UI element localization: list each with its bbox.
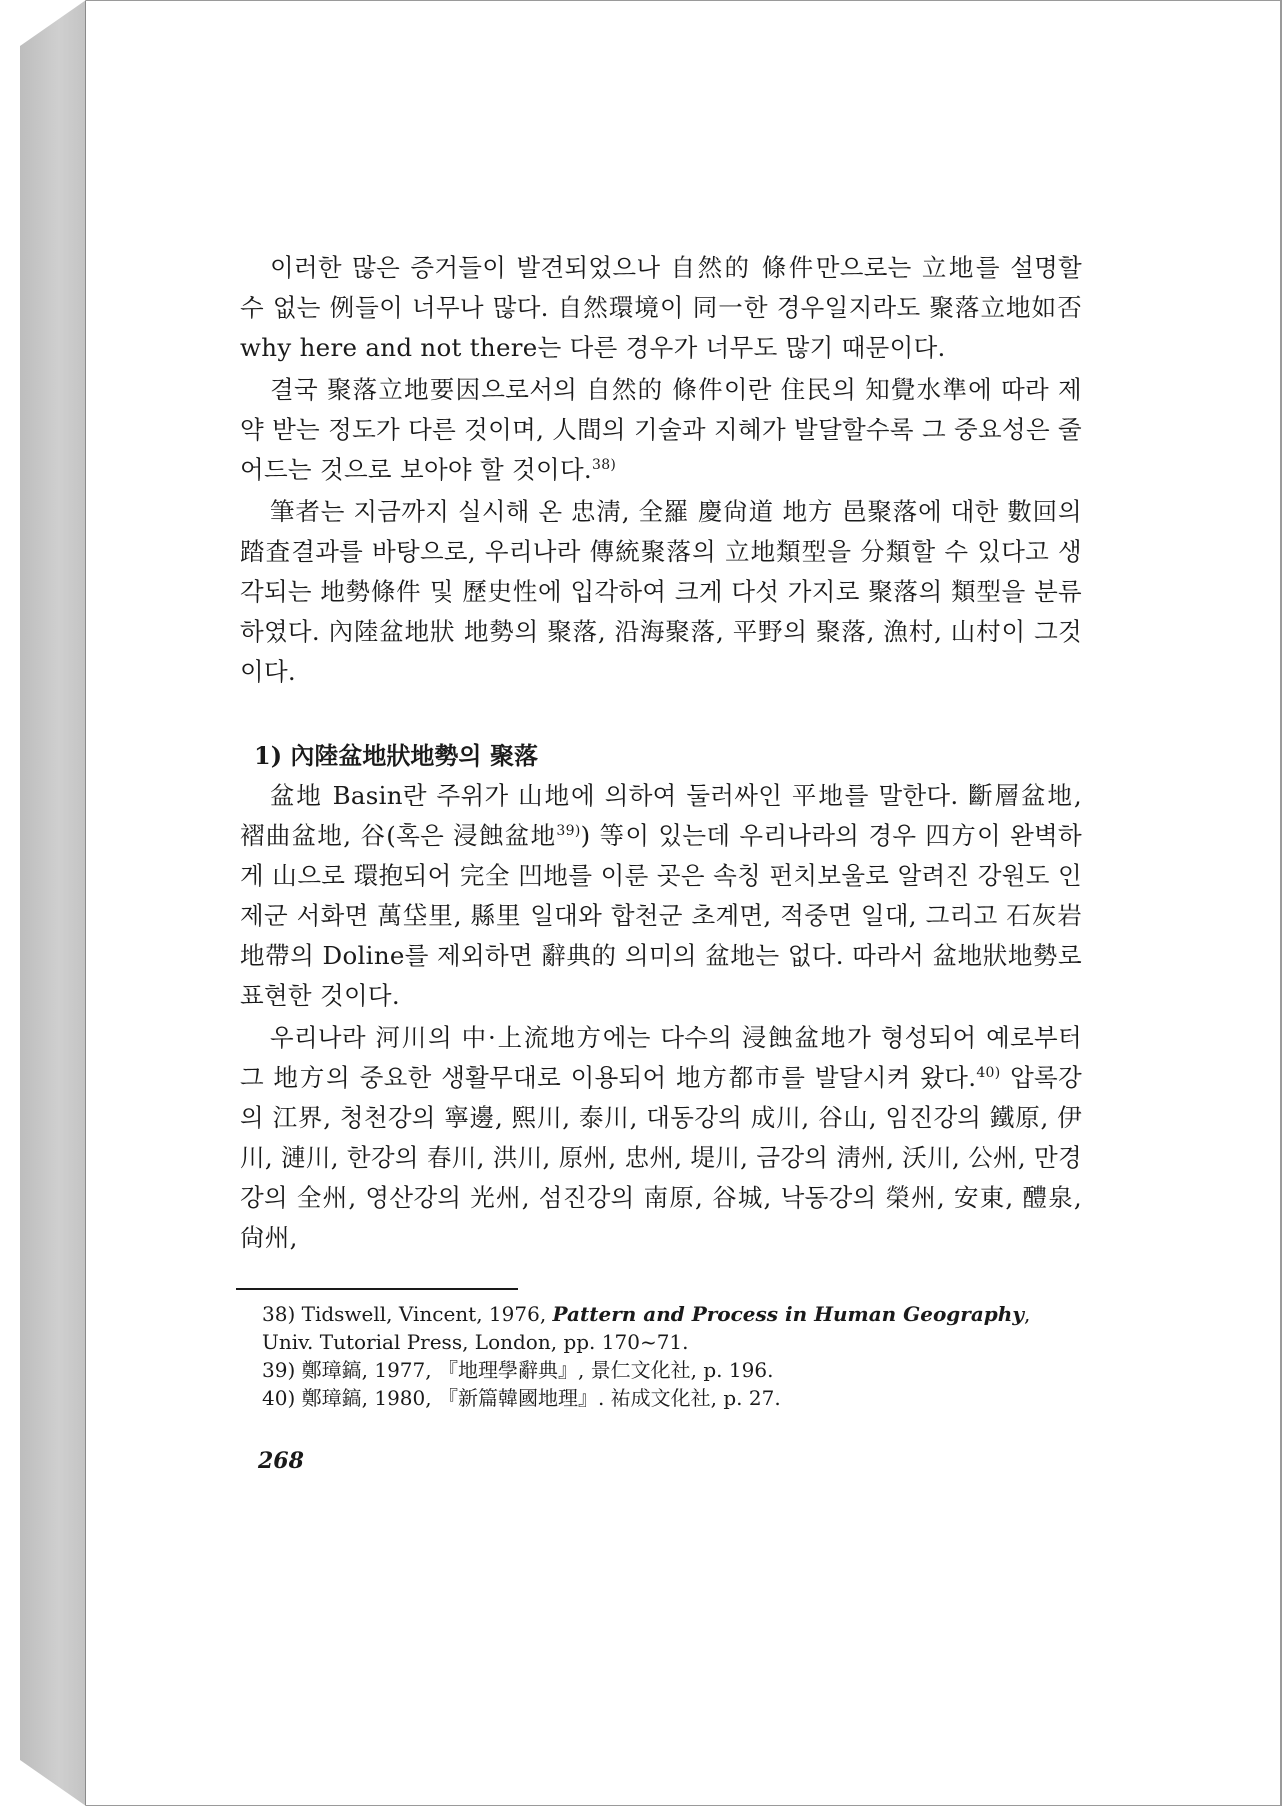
footnote-38-title: Pattern and Process in Human Geography: [552, 1302, 1024, 1326]
paragraph-1: 이러한 많은 증거들이 발견되었으나 自然的 條件만으로는 立地를 설명할 수 없는 例들이 너무나 많다. 自然環境이 同一한 경우일지라도 聚落立地如否 why here and not there는 다른 경우가 너무도 많기 때문이다.: [240, 253, 1082, 362]
book-spine: [20, 0, 86, 1806]
footnote-39: 39) 鄭璋鎬, 1977, 『地理學辭典』, 景仁文化社, p. 196.: [262, 1358, 774, 1382]
footnote-ref-38: 38): [592, 456, 617, 473]
section-paragraph-1: 盆地 Basin란 주위가 山地에 의하여 둘러싸인 平地를 말한다. 斷層盆地, 褶曲盆地, 谷(혹은 浸蝕盆地$^{39)}$) 等이 있는데 우리나라의 경우 四方이 완벽하게 山으로 環抱되어 完全 凹地를 이룬 곳은 속칭 펀치보울로 알려진 강원도 인제군 서화면 萬垈里, 縣里 일대와 합천군 초계면, 적중면 일대, 그리고 石灰岩地帶의 Doline를 제외하면 辭典的 의미의 盆地는 없다. 따라서 盆地狀地勢로 표현한 것이다.: [240, 781, 1082, 1010]
footnote-ref-40: 40): [976, 1064, 1001, 1081]
footnote-40: 40) 鄭璋鎬, 1980, 『新篇韓國地理』. 祐成文化社, p. 27.: [262, 1386, 781, 1410]
page-number: 268: [258, 1448, 304, 1474]
footnote-38: 38) Tidswell, Vincent, 1976, Pattern and Process in Human Geography, Univ. Tutorial Press, London, pp. 170~71.: [262, 1302, 1031, 1354]
paragraph-3: 筆者는 지금까지 실시해 온 忠淸, 全羅 慶尙道 地方 邑聚落에 대한 數回의 踏査결과를 바탕으로, 우리나라 傳統聚落의 立地類型을 分類할 수 있다고 생각되는 地勢條件 및 歷史性에 입각하여 크게 다섯 가지로 聚落의 類型을 분류하였다. 內陸盆地狀 地勢의 聚落, 沿海聚落, 平野의 聚落, 漁村, 山村이 그것이다.: [240, 497, 1082, 686]
section-spacer: [240, 694, 1082, 736]
page-content: [240, 248, 1082, 1474]
footnote-ref-39: 39): [556, 822, 581, 839]
paragraph-2: 결국 聚落立地要因으로서의 自然的 條件이란 住民의 知覺水準에 따라 제약 받는 정도가 다른 것이며, 人間의 기술과 지혜가 발달할수록 그 중요성은 줄어드는 것으로 보아야 할 것이다.$^{38)}$: [240, 375, 1082, 484]
section-paragraph-2: 우리나라 河川의 中·上流地方에는 다수의 浸蝕盆地가 형성되어 예로부터 그 地方의 중요한 생활무대로 이용되어 地方都市를 발달시켜 왔다.$^{40)}$ 압록강의 江界, 청천강의 寧邊, 熙川, 泰川, 대동강의 成川, 谷山, 임진강의 鐵原, 伊川, 漣川, 한강의 春川, 洪川, 原州, 忠州, 堤川, 금강의 淸州, 沃川, 公州, 만경강의 全州, 영산강의 光州, 섬진강의 南原, 谷城, 낙동강의 榮州, 安東, 醴泉, 尙州,: [240, 1023, 1082, 1252]
footnote-divider: [236, 1288, 518, 1290]
section-heading: 1) 內陸盆地狀地勢의 聚落: [254, 741, 538, 770]
